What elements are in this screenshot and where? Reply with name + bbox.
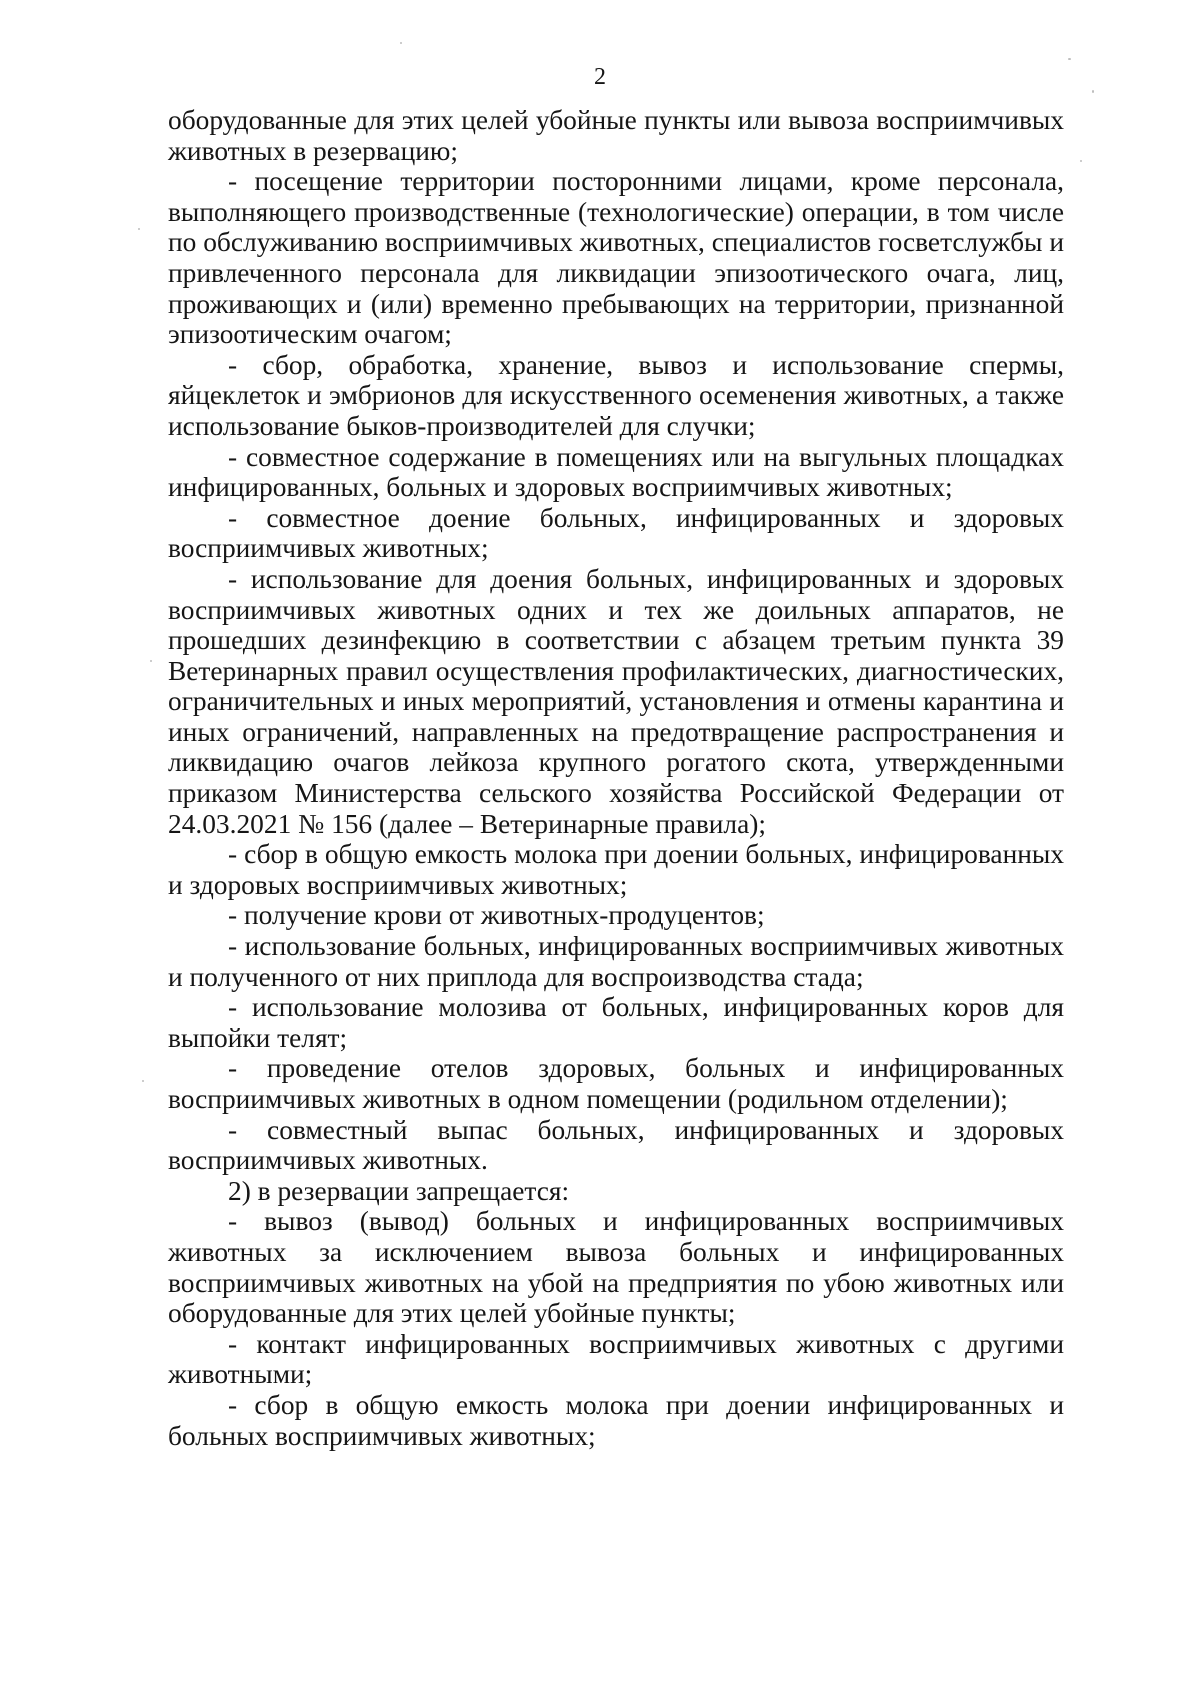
paragraph: - сбор в общую емкость молока при доении больных, инфицированных и здоровых восприимчивых животных; [168, 839, 1064, 900]
scan-speck [150, 660, 152, 662]
paragraph: - проведение отелов здоровых, больных и инфицированных восприимчивых животных в одном помещении (родильном отделении); [168, 1053, 1064, 1114]
paragraph: - контакт инфицированных восприимчивых животных с другими животными; [168, 1328, 1064, 1390]
scan-speck [1092, 90, 1094, 93]
document-body [168, 105, 1064, 1451]
paragraph: - сбор, обработка, хранение, вывоз и использование спермы, яйцеклеток и эмбрионов для искусственного осеменения животных, а также использование быков-производителей для случки; [168, 349, 1064, 441]
scan-speck [138, 228, 140, 230]
scan-speck [1068, 58, 1071, 60]
paragraph: - использование больных, инфицированных восприимчивых животных и полученного от них приплода для воспроизводства стада; [168, 931, 1064, 992]
paragraph: - использование для доения больных, инфицированных и здоровых восприимчивых животных одних и тех же доильных аппаратов, не прошедших дезинфекцию в соответствии с абзацем третьим пункта 39 Ветеринарных правил осуществления профилактических, диагностических, ограничительных и иных мероприятий, установления и отмены карантина и иных ограничений, направленных на предотвращение распространения и ликвидацию очагов лейкоза крупного рогатого скота, утвержденными приказом Министерства сельского хозяйства Российской Федерации от 24.03.2021 № 156 (далее – Ветеринарные правила); [168, 563, 1064, 839]
scan-speck [1080, 160, 1082, 162]
paragraph: оборудованные для этих целей убойные пункты или вывоза восприимчивых животных в резервацию; [168, 105, 1064, 166]
scan-speck [142, 1080, 144, 1082]
page-number: 2 [594, 64, 606, 90]
scan-speck [400, 42, 402, 44]
paragraph: - посещение территории посторонними лицами, кроме персонала, выполняющего производственные (технологические) операции, в том числе по обслуживанию восприимчивых животных, специалистов госветслужбы и привлеченного персонала для ликвидации эпизоотического очага, лиц, проживающих и (или) временно пребывающих на территории, признанной эпизоотическим очагом; [168, 166, 1064, 350]
paragraph: - вывоз (вывод) больных и инфицированных восприимчивых животных за исключением вывоза больных и инфицированных восприимчивых животных на убой на предприятия по убою животных или оборудованные для этих целей убойные пункты; [168, 1206, 1064, 1329]
paragraph: - сбор в общую емкость молока при доении инфицированных и больных восприимчивых животных; [168, 1389, 1064, 1451]
paragraph: - получение крови от животных-продуцентов; [228, 900, 765, 931]
paragraph: - совместный выпас больных, инфицированных и здоровых восприимчивых животных. [168, 1114, 1064, 1176]
paragraph: 2) в резервации запрещается: [228, 1175, 570, 1206]
paragraph: - совместное содержание в помещениях или на выгульных площадках инфицированных, больных и здоровых восприимчивых животных; [168, 441, 1064, 503]
paragraph: - использование молозива от больных, инфицированных коров для выпойки телят; [168, 992, 1064, 1053]
paragraph: - совместное доение больных, инфицированных и здоровых восприимчивых животных; [168, 502, 1064, 564]
